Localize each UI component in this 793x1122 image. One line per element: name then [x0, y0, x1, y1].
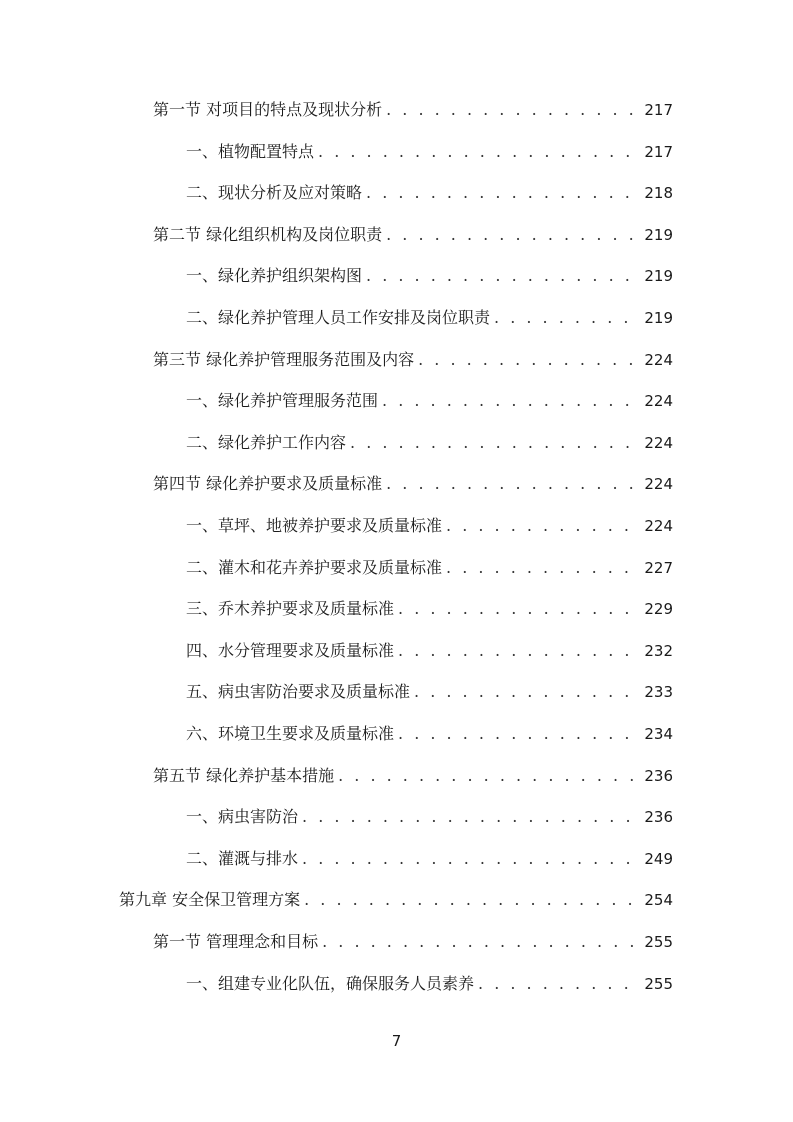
toc-entry-page: 218 — [644, 184, 673, 203]
dot-leader — [414, 678, 640, 706]
toc-entry-label: 二、灌木和花卉养护要求及质量标准 — [186, 557, 443, 577]
toc-entry-page: 249 — [644, 849, 673, 868]
dot-leader — [386, 96, 640, 124]
toc-entry-label: 五、病虫害防治要求及质量标准 — [186, 682, 411, 702]
toc-subsection-entry[interactable] — [186, 179, 673, 207]
toc-entry-label: 二、绿化养护工作内容 — [186, 432, 347, 452]
dot-leader — [318, 138, 640, 166]
toc-entry-page: 255 — [644, 974, 673, 993]
toc-entry-label: 第三节 绿化养护管理服务范围及内容 — [153, 349, 415, 369]
toc-section-entry[interactable] — [153, 928, 673, 956]
toc-subsection-entry[interactable] — [186, 512, 673, 540]
toc-subsection-entry[interactable] — [186, 720, 673, 748]
toc-subsection-entry[interactable] — [186, 554, 673, 582]
toc-entry-label: 第四节 绿化养护要求及质量标准 — [153, 474, 383, 494]
toc-section-entry[interactable] — [153, 346, 673, 374]
dot-leader — [338, 762, 640, 790]
toc-entry-page: 236 — [644, 808, 673, 827]
dot-leader — [398, 595, 640, 623]
toc-entry-label: 第一节 管理理念和目标 — [153, 932, 319, 951]
toc-entry-label: 四、水分管理要求及质量标准 — [186, 640, 395, 660]
dot-leader — [398, 637, 640, 665]
toc-subsection-entry[interactable] — [186, 678, 673, 706]
dot-leader — [382, 387, 640, 415]
toc-entry-page: 217 — [644, 142, 673, 161]
toc-section-entry[interactable] — [153, 762, 673, 790]
toc-subsection-entry[interactable] — [186, 970, 673, 998]
toc-entry-page: 254 — [644, 891, 673, 910]
toc-section-entry[interactable] — [153, 470, 673, 498]
toc-section-entry[interactable] — [153, 96, 673, 124]
dot-leader — [418, 346, 640, 374]
toc-entry-label: 第九章 安全保卫管理方案 — [119, 890, 301, 910]
toc-section-entry[interactable] — [153, 221, 673, 249]
toc-entry-page: 233 — [644, 683, 673, 702]
dot-leader — [386, 470, 640, 498]
toc-entry-label: 一、绿化养护管理服务范围 — [186, 391, 379, 411]
dot-leader — [386, 221, 640, 249]
toc-entry-page: 217 — [644, 101, 673, 119]
dot-leader — [446, 512, 640, 540]
dot-leader — [446, 554, 640, 582]
dot-leader — [350, 429, 640, 457]
toc-entry-page: 224 — [644, 517, 673, 535]
toc-entry-page: 224 — [644, 475, 673, 494]
dot-leader — [366, 179, 640, 207]
toc-entry-label: 二、现状分析及应对策略 — [186, 183, 363, 203]
toc-entry-page: 255 — [644, 933, 673, 951]
dot-leader — [304, 886, 640, 914]
toc-entry-label: 三、乔木养护要求及质量标准 — [186, 599, 395, 619]
toc-entry-label: 第一节 对项目的特点及现状分析 — [153, 100, 383, 119]
toc-entry-page: 219 — [644, 225, 673, 244]
toc-entry-label: 一、绿化养护组织架构图 — [186, 266, 363, 286]
dot-leader — [494, 304, 640, 332]
toc-entry-label: 二、绿化养护管理人员工作安排及岗位职责 — [186, 308, 491, 327]
toc-entry-page: 229 — [644, 600, 673, 619]
toc-entry-label: 一、草坪、地被养护要求及质量标准 — [186, 516, 443, 535]
toc-entry-label: 六、环境卫生要求及质量标准 — [186, 724, 395, 743]
toc-subsection-entry[interactable] — [186, 595, 673, 623]
dot-leader — [302, 803, 640, 831]
toc-entry-page: 224 — [644, 433, 673, 452]
dot-leader — [398, 720, 640, 748]
toc-entry-page: 219 — [644, 267, 673, 286]
toc-entry-page: 224 — [644, 350, 673, 369]
toc-entry-label: 一、病虫害防治 — [186, 807, 299, 827]
dot-leader — [366, 262, 640, 290]
toc-subsection-entry[interactable] — [186, 138, 673, 166]
toc-subsection-entry[interactable] — [186, 845, 673, 873]
toc-entry-label: 第五节 绿化养护基本措施 — [153, 765, 335, 785]
dot-leader — [478, 970, 640, 998]
toc-subsection-entry[interactable] — [186, 429, 673, 457]
toc-entry-page: 232 — [644, 641, 673, 660]
page-number: 7 — [391, 1032, 402, 1050]
toc-entry-page: 236 — [644, 766, 673, 785]
toc-subsection-entry[interactable] — [186, 304, 673, 332]
toc-subsection-entry[interactable] — [186, 387, 673, 415]
toc-subsection-entry[interactable] — [186, 262, 673, 290]
toc-subsection-entry[interactable] — [186, 803, 673, 831]
toc-entry-label: 二、灌溉与排水 — [186, 848, 299, 868]
toc-entry-page: 227 — [644, 558, 673, 577]
toc-entry-page: 219 — [644, 309, 673, 327]
toc-entry-page: 234 — [644, 725, 673, 743]
toc-entry-label: 一、植物配置特点 — [186, 141, 315, 161]
dot-leader — [322, 928, 640, 956]
toc-entry-label: 第二节 绿化组织机构及岗位职责 — [153, 224, 383, 244]
toc-subsection-entry[interactable] — [186, 637, 673, 665]
dot-leader — [302, 845, 640, 873]
toc-chapter-entry[interactable] — [119, 886, 673, 914]
toc-entry-page: 224 — [644, 392, 673, 411]
toc-entry-label: 一、组建专业化队伍，确保服务人员素养 — [186, 973, 475, 993]
